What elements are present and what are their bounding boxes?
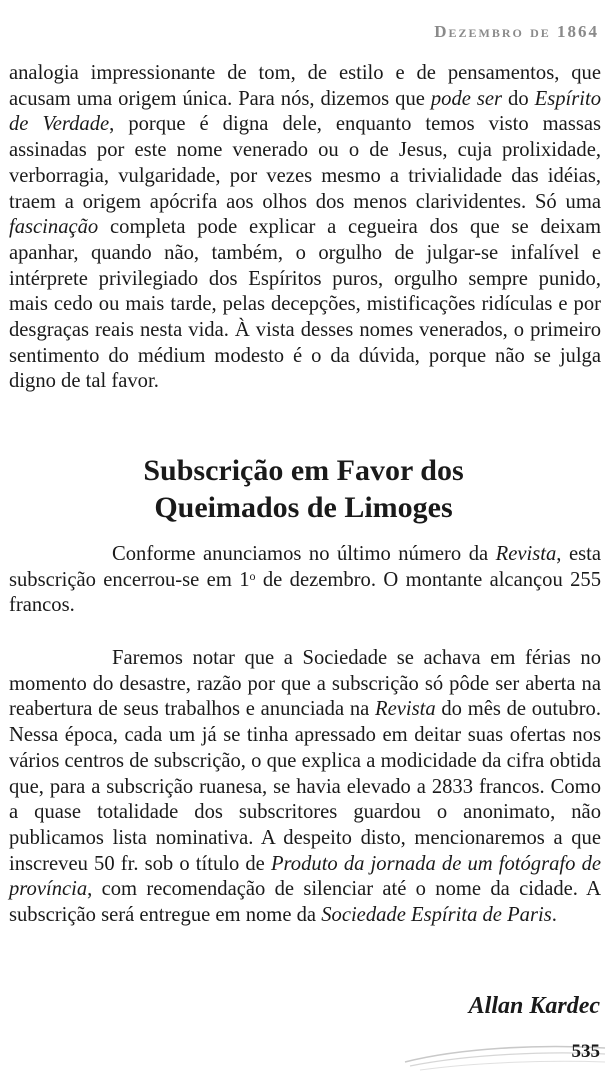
- p2-text-1: Conforme anunciamos no último número da: [112, 543, 496, 565]
- author-signature: Allan Kardec: [468, 993, 600, 1019]
- p1-text-2: do: [502, 87, 535, 110]
- p3-text-1: Faremos notar que a Sociedade se achava em férias no momento do desastre, razão por que a subscrição só pôde ser aberta na reabertura de seus trabalhos e anunciada na: [9, 647, 601, 721]
- p3-text-2: do mês de outubro. Nessa época, cada um já se tinha apressado em deitar suas ofertas nos vários centros de subscrição, o que explica a modicidade da cifra obtida que, para a subscrição ruanesa, se havia elevado a 2833 francos. Como a quase totalidade dos subscritores guardou o anonimato, não publicamos lista nominativa. A despeito disto, mencionaremos a que inscreveu 50 fr. sob o título de: [9, 698, 602, 875]
- p3-emphasis-3: Sociedade Espírita de Paris: [321, 904, 552, 927]
- running-head: Dezembro de 1864: [434, 22, 599, 41]
- p3-emphasis-1: Revista: [375, 698, 436, 721]
- p2-text-2: , esta subscrição encerrou-se em 1: [9, 543, 601, 591]
- p3-text-3: , com recomendação de silenciar até o nome da cidade. A subscrição será entregue em nome da: [9, 878, 601, 927]
- paragraph-3: [9, 646, 601, 929]
- p1-text-4: completa pode explicar a cegueira dos que se deixam apanhar, quando não, também, o orgulho de julgar-se infalível e intérprete privilegiado dos Espíritos puros, orgulho sempre punido, mais cedo ou mais tarde, pelas decepções, mistificações ridículas e por desgraças reais nesta vida. À vista desses nomes venerados, o primeiro sentimento do médium modesto é o da dúvida, porque não se julga digno de tal favor.: [9, 216, 601, 393]
- p3-text-4: .: [551, 904, 557, 927]
- paragraph-2: [9, 542, 601, 619]
- p1-emphasis-3: fascinação: [9, 216, 99, 239]
- p1-emphasis-1: pode ser: [430, 87, 503, 110]
- p2-emphasis-1: Revista: [495, 543, 557, 565]
- section-title-line-2: Queimados de Limoges: [154, 491, 453, 524]
- p2-ordinal-superscript: o: [249, 568, 256, 583]
- p2-text-3: de dezembro. O montante alcançou 255 francos.: [9, 568, 601, 617]
- p1-text-1: analogia impressionante de tom, de estilo e de pensamentos, que acusam uma origem única. Para nós, dizemos que: [9, 62, 601, 110]
- p1-emphasis-2: Espírito de Verdade: [9, 87, 601, 136]
- p1-text-3: , porque é digna dele, enquanto temos visto massas assinadas por este nome venerado ou o de Jesus, cuja prolixidade, verborragia, vulgaridade, por vezes mesmo a trivialidade das idéias, traem a origem apócrifa aos olhos dos menos clarividentes. Só uma: [9, 113, 601, 213]
- page-number: 535: [571, 1041, 600, 1062]
- section-title-line-1: Subscrição em Favor dos: [143, 454, 464, 487]
- paragraph-1: [9, 61, 601, 395]
- p3-emphasis-2: Produto da jornada de um fotógrafo de província: [9, 852, 602, 901]
- section-title: [0, 452, 607, 526]
